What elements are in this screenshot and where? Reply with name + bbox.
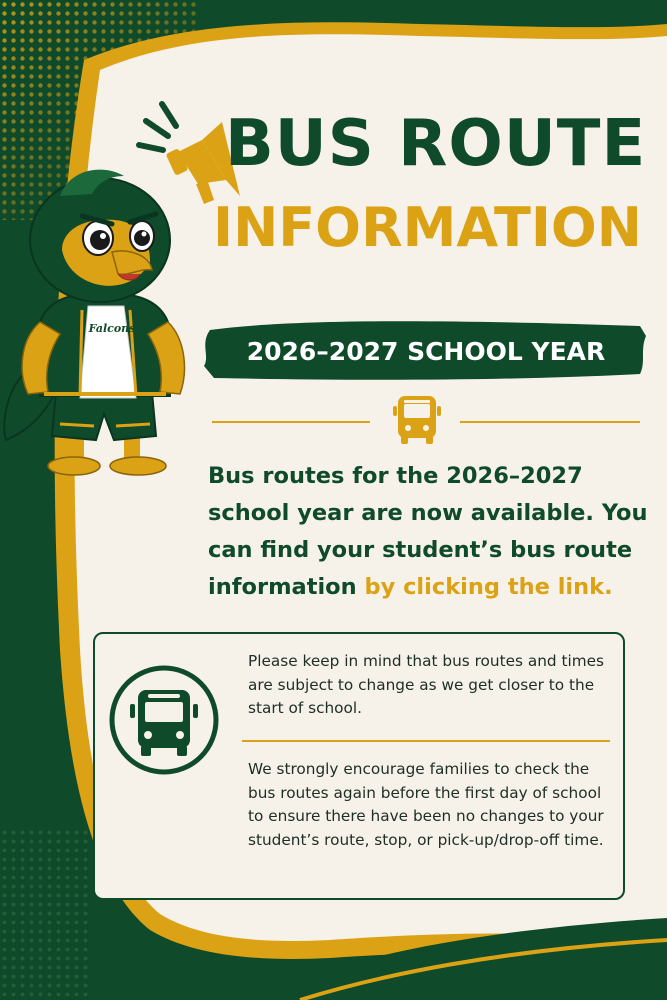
notice-text-2: We strongly encourage families to check the bus routes again before the first day of school to ensure there have been no changes to your student’s route, stop, or pick-up/drop-off time. [248, 760, 604, 849]
intro-text: Bus routes for the 2026–2027 school year are now available. You can find your student’s bus route information [208, 463, 648, 600]
bus-route-link[interactable]: by clicking the link. [364, 574, 613, 600]
mascot-shirt-lettering: Falcons [88, 322, 136, 335]
title-line-2: INFORMATION [212, 196, 643, 259]
notice-divider [242, 740, 610, 742]
notice-text-1: Please keep in mind that bus routes and times are subject to change as we get closer to the start of school. [248, 652, 605, 717]
intro-paragraph [208, 458, 648, 606]
bus-circle-icon [108, 664, 220, 776]
title-line-1: BUS ROUTE [225, 107, 647, 181]
year-banner-text: 2026–2027 SCHOOL YEAR [246, 337, 606, 366]
